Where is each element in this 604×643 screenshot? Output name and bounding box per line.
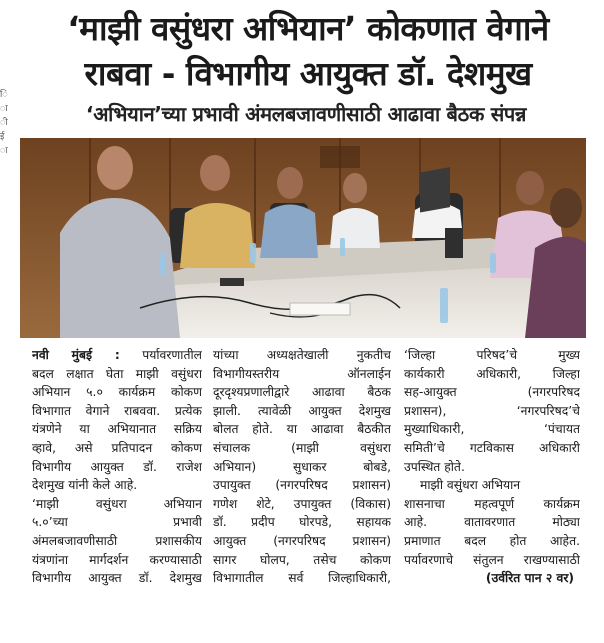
article-line: दूरदृश्यप्रणालीद्वारे आढावा बैठक	[213, 385, 391, 400]
meeting-photo	[20, 138, 586, 338]
article-line: आयुक्त (नगरपरिषद प्रशासन)	[213, 533, 391, 548]
article-line: माझी वसुंधरा अभियान	[420, 478, 521, 493]
continued-on-page-label[interactable]: (उर्वरित पान २ वर)	[485, 571, 574, 586]
article-line: कार्यकारी अधिकारी, जिल्हा	[404, 366, 580, 381]
article-column-3	[404, 346, 580, 588]
article-body	[32, 346, 580, 636]
article-line: आहे. वातावरणात मोठ्या	[404, 515, 580, 530]
article-line: नवी मुंबई : पर्यावरणातील	[32, 348, 202, 362]
article-line: अभियान) सुधाकर बोबडे,	[213, 459, 391, 474]
fragment-char: ा	[0, 146, 8, 156]
article-line: विभागीयस्तरीय ऑनलाईन	[213, 366, 391, 381]
fragment-char: ा	[0, 104, 8, 114]
article-line: यंत्रणांना मार्गदर्शन करण्यासाठी	[32, 552, 202, 567]
article-line: झाली. त्यावेळी आयुक्त देशमुख	[213, 403, 391, 418]
article-line: विभागीय आयुक्त डॉ. देशमुख	[32, 571, 202, 586]
article-column-2	[213, 346, 391, 588]
article-line: ‘जिल्हा परिषद’चे मुख्य	[404, 348, 580, 362]
article-line: व्हावे, असे प्रतिपादन कोकण	[32, 440, 202, 455]
article-line: ५.०’च्या प्रभावी	[32, 515, 202, 530]
article-line: सह-आयुक्त (नगरपरिषद	[404, 385, 580, 400]
article-line: संचालक (माझी वसुंधरा	[213, 440, 391, 455]
article-line: समिती’चे गटविकास अधिकारी	[404, 440, 580, 455]
article-line: अभियान ५.० कार्यक्रम कोकण	[32, 385, 202, 400]
headline	[18, 6, 598, 96]
article-line: यंत्रणेने या अभियानात सक्रिय	[32, 422, 202, 437]
article-line: डॉ. प्रदीप घोरपडे, सहायक	[213, 515, 391, 530]
article-line: विभागातील सर्व जिल्हाधिकारी,	[213, 571, 391, 586]
article-line: देशमुख यांनी केले आहे.	[32, 478, 138, 493]
fragment-char: ई	[0, 132, 5, 142]
subheadline: ‘अभियान’च्या प्रभावी अंमलबजावणीसाठी आढावा बैठक संपन्न	[85, 102, 527, 126]
article-line: प्रमाणात बदल होत आहेत.	[404, 533, 580, 548]
article-line: ‘माझी वसुंधरा अभियान	[32, 496, 202, 511]
dateline: नवी मुंबई :	[32, 348, 120, 362]
article-line: पर्यावरणाचे संतुलन राखण्यासाठी	[404, 552, 580, 567]
article-line: यांच्या अध्यक्षतेखाली नुकतीच	[213, 348, 391, 362]
article-line: उपस्थित होते.	[404, 459, 465, 474]
article-line: मुख्याधिकारी, ‘पंचायत	[404, 422, 580, 437]
article-line: बोलत होते. या आढावा बैठकीत	[213, 422, 391, 437]
fragment-char: ि	[0, 90, 8, 100]
headline-line-2: राबवा - विभागीय आयुक्त डॉ. देशमुख	[84, 54, 532, 93]
article-line: विभागीय आयुक्त डॉ. राजेश	[32, 459, 202, 474]
article-line: उपायुक्त (नगरपरिषद प्रशासन)	[213, 478, 391, 493]
article-line: शासनाचा महत्वपूर्ण कार्यक्रम	[404, 496, 580, 511]
article-line: अंमलबजावणीसाठी प्रशासकीय	[32, 533, 202, 548]
article-line: प्रशासन), ‘नगरपरिषद’चे	[404, 403, 580, 418]
article-column-1	[32, 346, 202, 588]
headline-line-1: ‘माझी वसुंधरा अभियान’ कोकणात वेगाने	[67, 9, 549, 48]
article-line: विभागात वेगाने राबववा. प्रत्येक	[32, 403, 202, 418]
fragment-char: ी	[0, 118, 8, 128]
article-line: गणेश शेटे, उपायुक्त (विकास)	[213, 496, 391, 511]
article-line: बदल लक्षात घेता माझी वसुंधरा	[32, 366, 202, 381]
article-line: सागर घोलप, तसेच कोकण	[213, 552, 391, 567]
adjacent-column-fragment	[0, 88, 14, 158]
